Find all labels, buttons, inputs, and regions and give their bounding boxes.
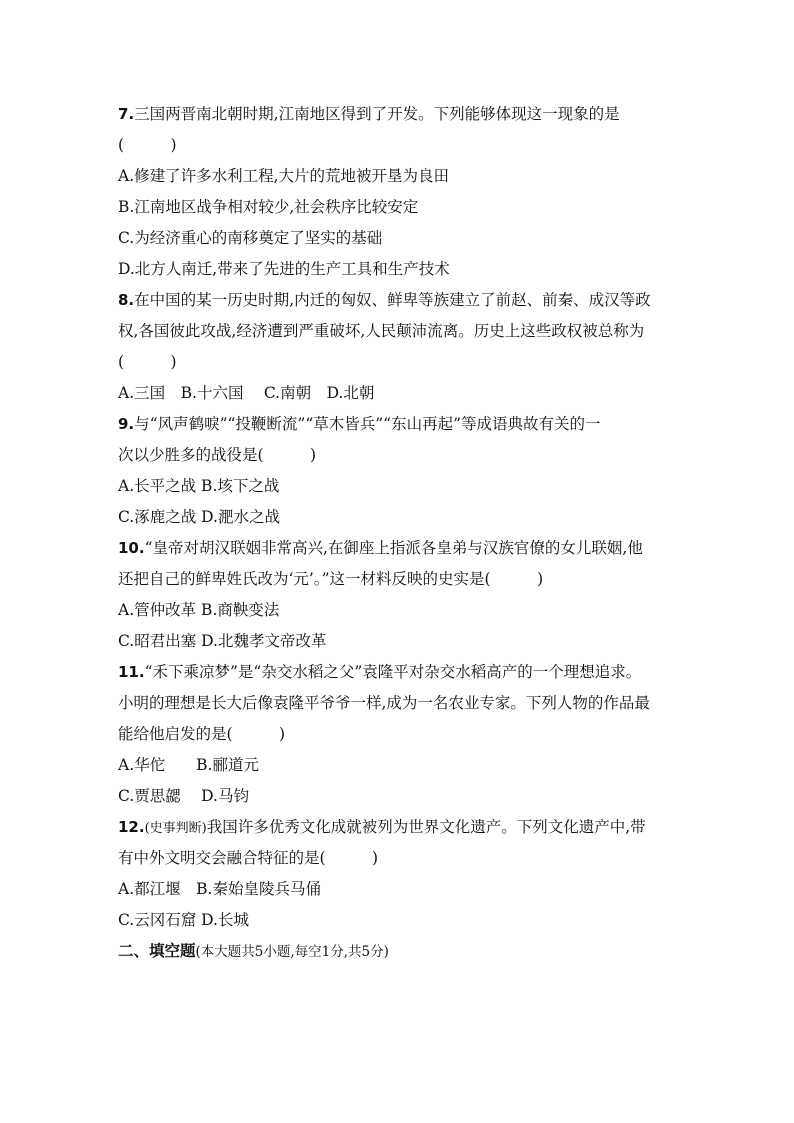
question-stem-text: “禾下乘凉梦”是“杂交水稻之父”袁隆平对杂交水稻高产的一个理想追求。: [144, 663, 642, 681]
question-number: 7.: [118, 105, 135, 123]
question-stem-text: 三国两晋南北朝时期,江南地区得到了开发。下列能够体现这一现象的是: [134, 105, 620, 123]
question-stem-continuation: [118, 316, 676, 347]
question-stem-continuation: [118, 564, 676, 595]
section-title: 二、填空题: [118, 942, 196, 960]
question-12: [118, 812, 676, 936]
question-number: 10.: [118, 539, 145, 557]
question-stem-text: “皇帝对胡汉联姻非常高兴,在御座上指派各皇弟与汉族官僚的女儿联姻,他: [144, 539, 643, 557]
question-stem-text: 与“风声鹤唳”“投鞭断流”“草木皆兵”“东山再起”等成语典故有关的一: [134, 415, 601, 433]
question-tag: (史事判断): [144, 821, 207, 836]
question-stem-line: [118, 812, 676, 843]
option-line: A.都江堰 B.秦始皇陵兵马俑: [118, 880, 321, 898]
question-stem-text: 有中外文明交会融合特征的是( ): [118, 849, 379, 867]
question-stem-text: 权,各国彼此攻战,经济遭到严重破坏,人民颠沛流离。历史上这些政权被总称为: [118, 322, 645, 340]
option-line: C.云冈石窟 D.长城: [118, 911, 249, 929]
option-line: C.涿鹿之战 D.淝水之战: [118, 508, 280, 526]
option-line: C.昭君出塞 D.北魏孝文帝改革: [118, 632, 327, 650]
option-line: D.北方人南迁,带来了先进的生产工具和生产技术: [118, 260, 450, 278]
question-stem-line: [118, 657, 676, 688]
question-stem-text: 小明的理想是长大后像袁隆平爷爷一样,成为一名农业专家。下列人物的作品最: [118, 694, 650, 712]
question-stem-line: [118, 99, 676, 130]
option-line: A.华佗 B.郦道元: [118, 756, 259, 774]
question-stem-continuation: [118, 719, 676, 750]
question-10: [118, 533, 676, 657]
option-line: A.修建了许多水利工程,大片的荒地被开垦为良田: [118, 167, 450, 185]
question-stem-text: ( ): [118, 353, 177, 371]
question-stem-line: [118, 533, 676, 564]
question-stem-continuation: [118, 843, 676, 874]
question-stem-continuation: [118, 688, 676, 719]
option-line: A.管仲改革 B.商鞅变法: [118, 601, 280, 619]
question-stem-text: 我国许多优秀文化成就被列为世界文化遗产。下列文化遗产中,带: [206, 818, 646, 836]
question-stem-text: ( ): [118, 136, 177, 154]
question-stem-continuation: [118, 130, 676, 161]
question-11: [118, 657, 676, 812]
question-stem-line: [118, 285, 676, 316]
question-stem-text: 次以少胜多的战役是( ): [118, 446, 317, 464]
option-line: A.长平之战 B.垓下之战: [118, 477, 280, 495]
question-stem-line: [118, 409, 676, 440]
section-note: (本大题共5小题,每空1分,共5分): [195, 944, 389, 960]
question-stem-continuation: [118, 347, 676, 378]
question-number: 11.: [118, 663, 145, 681]
question-9: [118, 409, 676, 533]
question-7: [118, 99, 676, 285]
question-stem-continuation: [118, 440, 676, 471]
question-8: [118, 285, 676, 409]
question-stem-text: 还把自己的鲜卑姓氏改为‘元’。”这一材料反映的史实是( ): [118, 570, 544, 588]
question-list: [118, 99, 676, 936]
option-line: A.三国 B.十六国 C.南朝 D.北朝: [118, 384, 375, 402]
option-line: C.为经济重心的南移奠定了坚实的基础: [118, 229, 383, 247]
option-line: C.贾思勰 D.马钧: [118, 787, 249, 805]
option-line: B.江南地区战争相对较少,社会秩序比较安定: [118, 198, 419, 216]
question-stem-text: 能给他启发的是( ): [118, 725, 286, 743]
question-stem-text: 在中国的某一历史时期,内迁的匈奴、鲜卑等族建立了前赵、前秦、成汉等政: [134, 291, 651, 309]
question-number: 9.: [118, 415, 135, 433]
question-number: 8.: [118, 291, 135, 309]
question-number: 12.: [118, 818, 145, 836]
section-heading: [118, 936, 676, 967]
